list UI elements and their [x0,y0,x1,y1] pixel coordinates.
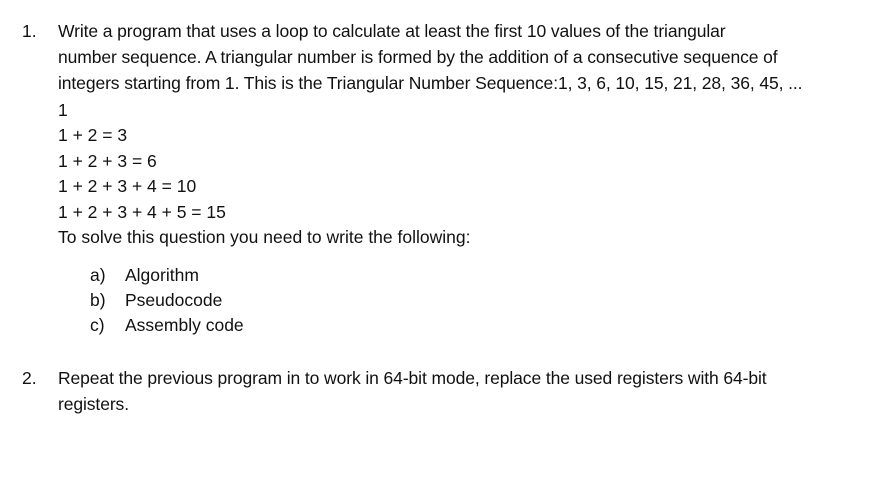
question-number: 1. [22,21,37,41]
equation: 1 + 2 + 3 + 4 = 10 [58,176,197,197]
question-number: 2. [22,368,37,388]
question-text [58,18,868,96]
list-marker: b) [90,290,106,310]
list-marker: c) [90,315,105,335]
instruction-text: To solve this question you need to write the following: [58,226,471,247]
text-line: registers. [58,394,129,414]
list-item-text: Algorithm [125,265,199,285]
text-line: Write a program that uses a loop to calculate at least the first 10 values of the triangular [58,21,726,41]
question-text [58,365,868,417]
text-line: number sequence. A triangular number is formed by the addition of a consecutive sequence of [58,47,778,67]
text-line: Repeat the previous program in to work in 64-bit mode, replace the used registers with 64-bit [58,368,767,388]
equation: 1 + 2 = 3 [58,125,128,146]
equation-list [58,98,470,250]
list-item-text: Pseudocode [125,290,223,310]
text-line: integers starting from 1. This is the Triangular Number Sequence:1, 3, 6, 10, 15, 21, 28, 36, 45, ... [58,73,803,93]
equation: 1 [58,100,68,120]
equation: 1 + 2 + 3 + 4 + 5 = 15 [58,201,226,222]
list-marker: a) [90,265,106,285]
equation: 1 + 2 + 3 = 6 [58,150,157,171]
list-item-text: Assembly code [125,315,244,335]
